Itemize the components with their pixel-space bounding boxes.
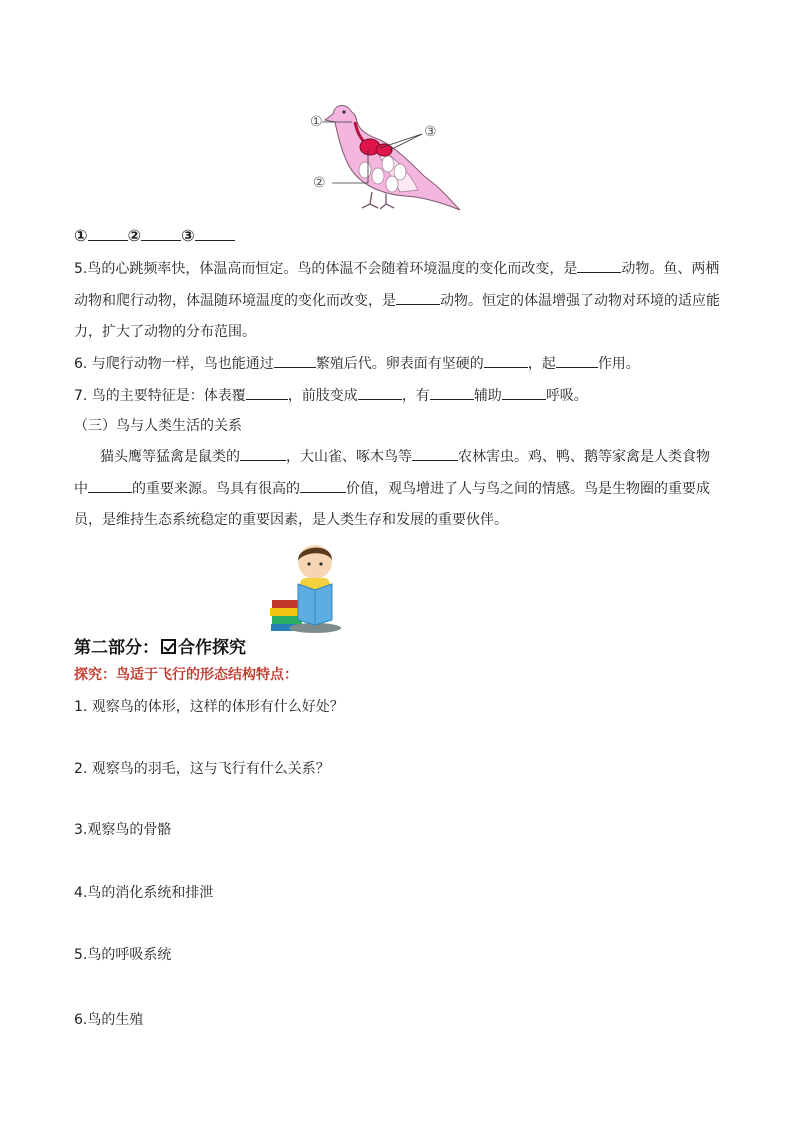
q7-blank-3[interactable]	[430, 385, 474, 400]
answer-blank-1[interactable]	[88, 226, 128, 241]
s3-text-a: 猫头鹰等猛禽是鼠类的	[100, 449, 240, 465]
explore-item-3: 3.观察鸟的骨骼	[74, 822, 172, 838]
question-7	[74, 385, 588, 406]
q6-text-d: 作用。	[597, 356, 640, 372]
explore-item-1: 1. 观察鸟的体形，这样的体形有什么好处？	[74, 699, 344, 715]
answer-blank-3[interactable]	[195, 226, 235, 241]
q5-text-b: 动物。鱼、两栖	[621, 261, 720, 277]
s3-blank-3[interactable]	[88, 478, 132, 493]
q5-blank-1[interactable]	[577, 258, 621, 273]
s3-text-b: ，大山雀、啄木鸟等	[286, 449, 412, 465]
q5-text-a: 5.鸟的心跳频率快，体温高而恒定。鸟的体温不会随着环境温度的变化而改变，是	[74, 261, 578, 277]
s3-text-d: 中	[74, 481, 88, 497]
question-5-line-2	[74, 290, 720, 311]
diagram-answer-row	[74, 226, 235, 245]
q7-text-a: 7. 鸟的主要特征是：体表覆	[74, 388, 246, 404]
q7-text-c: ，有	[401, 388, 430, 404]
q5-text-d: 动物。恒定的体温增强了动物对环境的适应能	[440, 293, 720, 309]
q5-text-e: 力，扩大了动物的分布范围。	[74, 324, 256, 340]
q6-blank-3[interactable]	[556, 353, 598, 368]
explore-item-4: 4.鸟的消化系统和排泄	[74, 885, 214, 901]
q6-text-c: ，起	[527, 356, 556, 372]
explore-item-2: 2. 观察鸟的羽毛，这与飞行有什么关系？	[74, 761, 330, 777]
section-3-line-2	[74, 478, 710, 499]
q6-text-b: 繁殖后代。卵表面有坚硬的	[315, 356, 484, 372]
q7-text-b: ，前肢变成	[287, 388, 358, 404]
s3-text-c: 农林害虫。鸡、鸭、鹅等家禽是人类食物	[458, 449, 710, 465]
s3-blank-4[interactable]	[300, 478, 346, 493]
question-5-line-3	[74, 322, 256, 342]
q7-blank-4[interactable]	[502, 385, 546, 400]
question-6	[74, 353, 640, 374]
s3-blank-2[interactable]	[412, 446, 458, 461]
checkbox-checked-icon	[161, 639, 176, 654]
q6-text-a: 6. 与爬行动物一样，鸟也能通过	[74, 356, 274, 372]
section-3-line-1	[100, 446, 710, 467]
section-3-heading: （三）鸟与人类生活的关系	[74, 418, 242, 434]
q7-blank-2[interactable]	[358, 385, 402, 400]
part-2-title-prefix: 第二部分：	[74, 638, 159, 658]
bird-anatomy-diagram	[300, 92, 470, 217]
section-3-line-3: 员，是维持生态系统稳定的重要因素，是人类生存和发展的重要伙伴。	[74, 512, 508, 528]
q6-blank-2[interactable]	[484, 353, 528, 368]
explore-item-6: 6.鸟的生殖	[74, 1012, 144, 1028]
answer-label-2: ②	[127, 226, 142, 245]
part-2-title-text: 合作探究	[178, 638, 246, 658]
answer-blank-2[interactable]	[141, 226, 181, 241]
q7-blank-1[interactable]	[246, 385, 288, 400]
answer-label-1: ①	[74, 226, 88, 245]
q5-text-c: 动物和爬行动物，体温随环境温度的变化而改变，是	[74, 293, 396, 309]
bird-illustration	[300, 92, 470, 217]
answer-label-3: ③	[181, 226, 195, 245]
part-2-title	[74, 633, 246, 658]
diagram-marker-1: ①	[310, 114, 323, 130]
s3-blank-1[interactable]	[240, 446, 286, 461]
explore-item-5: 5.鸟的呼吸系统	[74, 947, 172, 963]
reading-boy-icon	[268, 540, 350, 635]
q7-text-d: 辅助	[473, 388, 502, 404]
diagram-marker-2: ②	[313, 175, 326, 191]
reading-boy-illustration	[268, 540, 350, 635]
s3-text-e: 的重要来源。鸟具有很高的	[132, 481, 300, 497]
diagram-marker-3: ③	[424, 124, 437, 140]
explore-title: 探究：鸟适于飞行的形态结构特点：	[74, 667, 298, 683]
q7-text-e: 呼吸。	[545, 388, 588, 404]
question-5-line-1	[74, 258, 719, 279]
s3-text-f: 价值，观鸟增进了人与鸟之间的情感。鸟是生物圈的重要成	[346, 481, 710, 497]
q5-blank-2[interactable]	[396, 290, 440, 305]
q6-blank-1[interactable]	[274, 353, 316, 368]
